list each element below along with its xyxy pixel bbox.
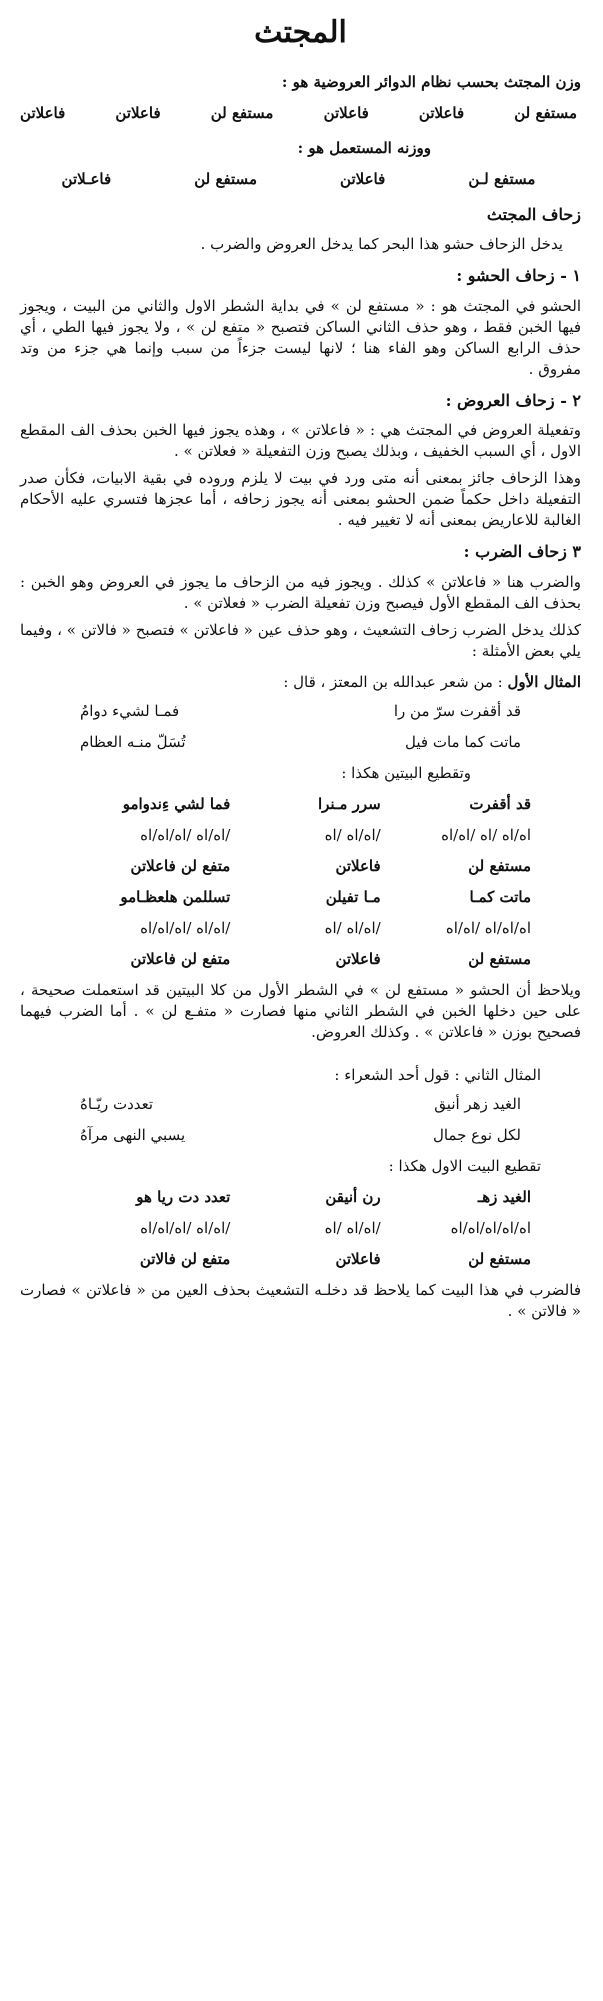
meter-foot: فاعلاتن bbox=[340, 170, 386, 188]
zihaf-intro: يدخل الزحاف حشو هذا البحر كما يدخل العروض والضرب . bbox=[200, 235, 563, 254]
scansion-row bbox=[20, 1249, 581, 1270]
example-1-poem bbox=[20, 701, 581, 753]
meter-foot: فاعلاتن bbox=[20, 104, 66, 122]
example-1-source: : من شعر عبدالله بن المعتز ، قال : bbox=[283, 672, 503, 691]
example-1-scan-label: وتقطيع البيتين هكذا : bbox=[341, 763, 471, 782]
scansion-cell: /اه/اه /اه/اه/اه bbox=[140, 1218, 231, 1237]
scansion-cell: فاعلاتن bbox=[335, 856, 381, 875]
scansion-cell: مـا تفيلن bbox=[325, 887, 381, 906]
hemistich: يسبي النهى مرآهُ bbox=[80, 1125, 186, 1144]
scansion-row bbox=[20, 825, 581, 846]
meter-foot: مستفع لن bbox=[210, 104, 274, 122]
used-meter-label: ووزنه المستعمل هو : bbox=[297, 139, 431, 157]
scansion-cell: /اه/اه /اه/اه/اه bbox=[140, 825, 231, 844]
used-meter bbox=[20, 169, 581, 190]
example-1-title bbox=[20, 672, 581, 693]
section-3-paragraph: كذلك يدخل الضرب زحاف التشعيث ، وهو حذف عين « فاعلاتن » فتصبح « فالاتن » ، وفيما يلي بعض الأمثلة : bbox=[20, 620, 581, 660]
scansion-cell: ماتت كمـا bbox=[469, 887, 531, 906]
scansion-cell: فما لشي ءِندوامو bbox=[122, 794, 231, 813]
scansion-row bbox=[20, 1187, 581, 1208]
meter-foot: فاعلاتن bbox=[115, 104, 161, 122]
hemistich: الغيد زهر أنيق bbox=[434, 1094, 521, 1113]
example-2-title: المثال الثاني : قول أحد الشعراء : bbox=[334, 1065, 541, 1084]
zihaf-heading: زحاف المجتث bbox=[486, 205, 581, 224]
section-2-heading: ٢ - زحاف العروض : bbox=[445, 390, 581, 410]
scansion-cell: تسللمن هلعظـامو bbox=[120, 887, 231, 906]
example-2-poem bbox=[20, 1094, 581, 1146]
section-2-paragraph: وهذا الزحاف جائز بمعنى أنه متى ورد في بيت لا يلزم وروده في بقية الابيات، فكأن صدر التفعيلة داخل حكماً ضمن الحشو بمعنى أنه يجوز زحافه ، أما عجزها فتسري عليه الأحكام الغالبة للاعاريض بمعنى أنه لا تغيير فيه . bbox=[20, 469, 581, 530]
scansion-cell: قد أقفرت bbox=[469, 794, 531, 813]
hemistich: لكل نوع جمال bbox=[432, 1125, 521, 1144]
hemistich: تعددت ريّـاهُ bbox=[80, 1094, 154, 1113]
scansion-cell: الغيد زهـ bbox=[477, 1187, 531, 1206]
scansion-cell: اه/اه /اه /اه/اه bbox=[441, 825, 531, 844]
circle-meter bbox=[20, 103, 581, 124]
meter-foot: مستفع لن bbox=[194, 170, 257, 188]
example-2-scan-label: تقطيع البيت الاول هكذا : bbox=[388, 1156, 541, 1175]
meter-foot: فاعلاتن bbox=[323, 104, 369, 122]
section-2-paragraph: وتفعيلة العروض في المجتث هي : « فاعلاتن » ، وهذه يجوز فيها الخبن بحذف الف المقطع الاول ، أي السبب الخفيف ، وبذلك يصبح وزن التفعيلة « فعلاتن » . bbox=[20, 421, 581, 461]
scansion-row bbox=[20, 1218, 581, 1239]
scansion-cell: سرر مـنرا bbox=[317, 794, 381, 813]
example-2-note: فالضرب في هذا البيت كما يلاحظ قد دخلـه التشعيث بحذف العين من « فاعلاتن » فصارت « فالاتن » . bbox=[20, 1280, 581, 1320]
example-1-scansion bbox=[20, 794, 581, 970]
meter-foot: مستفع لن bbox=[514, 104, 577, 122]
scansion-cell: رن أنيقن bbox=[325, 1187, 381, 1206]
scansion-cell: تعدد دت ريا هو bbox=[136, 1187, 231, 1206]
page-title: المجتث bbox=[254, 15, 347, 50]
verse-line bbox=[20, 1125, 581, 1146]
scansion-cell: فاعلاتن bbox=[335, 1249, 381, 1268]
example-2-scansion bbox=[20, 1187, 581, 1270]
example-1-label: المثال الأول bbox=[507, 672, 581, 691]
meter-foot: فاعلاتن bbox=[418, 104, 465, 122]
scansion-row bbox=[20, 918, 581, 939]
scansion-cell: مستفع لن bbox=[468, 949, 531, 968]
hemistich: فمـا لشيء دوامُ bbox=[80, 701, 180, 720]
scansion-cell: فاعلاتن bbox=[335, 949, 381, 968]
example-1-note: ويلاحظ أن الحشو « مستفع لن » في الشطر الأول من كلا البيتين قد استعملت صحيحة ، على حين دخلها الخبن في الشطر الثاني منها فصارت « متفـع لن » . أما الضرب فيهما فصحيح بوزن « فاعلاتن » . وكذلك العروض. bbox=[20, 980, 581, 1041]
verse-line bbox=[20, 1094, 581, 1115]
hemistich: ماتت كما مات فيل bbox=[405, 732, 521, 751]
scansion-cell: متفع لن فاعلاتن bbox=[130, 949, 231, 968]
scansion-cell: مستفع لن bbox=[468, 856, 531, 875]
meter-foot: فاعـلاتن bbox=[61, 170, 112, 188]
section-3-heading: ٣ زحاف الضرب : bbox=[463, 542, 581, 562]
scansion-cell: اه/اه/اه /اه/اه bbox=[445, 918, 531, 937]
scansion-cell: اه/اه/اه/اه/اه bbox=[450, 1218, 531, 1237]
scansion-row bbox=[20, 949, 581, 970]
verse-line bbox=[20, 701, 581, 722]
section-1-heading: ١ - زحاف الحشو : bbox=[456, 266, 581, 286]
circle-meter-label: وزن المجتث بحسب نظام الدوائر العروضية هو : bbox=[281, 73, 581, 91]
meter-foot: مستفع لـن bbox=[468, 170, 536, 188]
verse-line bbox=[20, 732, 581, 753]
hemistich: تُسَلّ منـه العظام bbox=[80, 732, 186, 751]
section-1-text: الحشو في المجتث هو : « مستفع لن » في بداية الشطر الاول والثاني من البيت ، ويجوز فيها الخبن فقط ، وهو حذف الثاني الساكن فتصبح « متفع لن » ، ولا يجوز فيها الطي ، أي حذف الرابع الساكن وهو الفاء هنا ؛ لانها ليست جزءاً من سبب وإنما هي جزء من وتد مفروق . bbox=[20, 296, 581, 378]
scansion-cell: مستفع لن bbox=[468, 1249, 531, 1268]
scansion-row bbox=[20, 887, 581, 908]
scansion-cell: /اه/اه /اه/اه/اه bbox=[140, 918, 231, 937]
scansion-cell: متفع لن فاعلاتن bbox=[130, 856, 231, 875]
section-3-paragraph: والضرب هنا « فاعلاتن » كذلك . ويجوز فيه من الزحاف ما يجوز في العروض وهو الخبن : بحذف الف المقطع الأول فيصبح وزن تفعيلة الضرب « فعلاتن » . bbox=[20, 572, 581, 612]
scansion-row bbox=[20, 794, 581, 815]
scansion-cell: /اه/اه /اه bbox=[324, 1218, 381, 1237]
hemistich: قد أقفرت سرّ من را bbox=[393, 701, 521, 720]
scansion-cell: /اه/اه /اه bbox=[324, 825, 381, 844]
scansion-row bbox=[20, 856, 581, 877]
scansion-cell: متفع لن فالاتن bbox=[139, 1249, 231, 1268]
scansion-cell: /اه/اه /اه bbox=[324, 918, 381, 937]
